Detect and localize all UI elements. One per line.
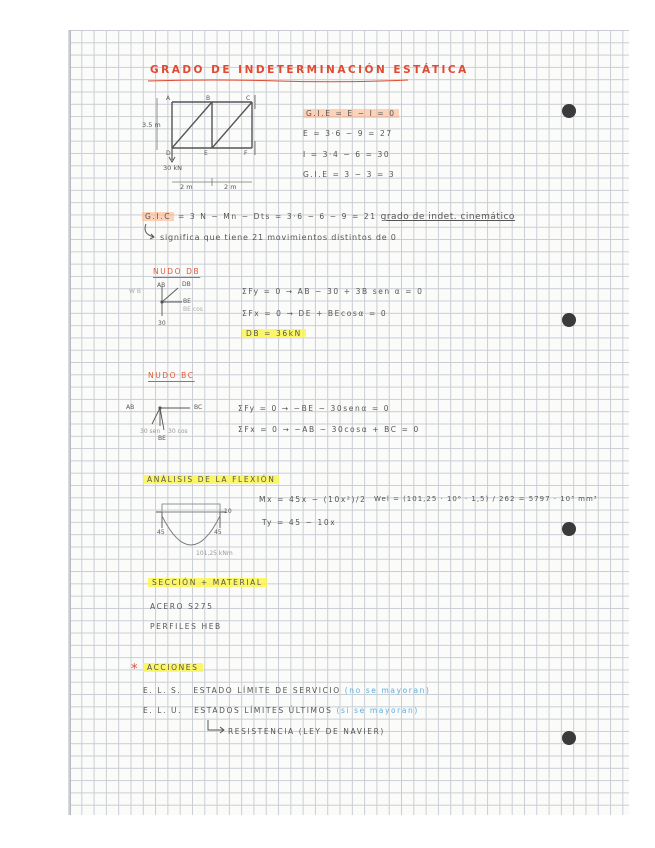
shear-equation: Ty = 45 − 10x xyxy=(262,518,337,527)
sketch-label: AB xyxy=(126,404,135,411)
heading-acciones: ACCIONES xyxy=(143,663,203,672)
seccion-item: ACERO S275 xyxy=(150,602,214,611)
truss-node-label: E xyxy=(204,150,208,157)
page-title: GRADO DE INDETERMINACIÓN ESTÁTICA xyxy=(150,64,469,76)
gie-equation: E = 3·6 − 9 = 27 xyxy=(303,129,393,138)
sketch-label: 30 xyxy=(158,320,166,327)
sketch-label: 30 sen xyxy=(140,428,161,435)
nudo-db-equation: ΣFy = 0 → AB − 30 + 3B sen α = 0 xyxy=(242,287,424,296)
heading-flexion: ANÁLISIS DE LA FLEXIÓN xyxy=(143,475,279,484)
truss-node-label: A xyxy=(166,95,171,102)
gic-equation: = 3 N − Mn − Dts = 3·6 − 6 − 9 = 21 xyxy=(178,212,377,221)
nudo-db-result: DB = 36kN xyxy=(242,329,306,338)
truss-diagram xyxy=(140,90,270,200)
truss-load-label: 30 kN xyxy=(163,164,182,172)
sketch-label: AB xyxy=(157,282,166,289)
arrow-icon xyxy=(140,222,160,242)
sub-arrow-icon xyxy=(206,720,230,736)
sketch-label: BC xyxy=(194,404,203,411)
sketch-label: 45 xyxy=(214,529,222,536)
gic-note: significa que tiene 21 movimientos distintos de 0 xyxy=(160,233,397,242)
punch-hole xyxy=(562,522,576,536)
star-mark: * xyxy=(131,662,140,677)
truss-node-label: B xyxy=(206,95,211,102)
sketch-label: BE xyxy=(158,435,166,442)
nudo-bc-equation: ΣFx = 0 → −AB − 30cosα + BC = 0 xyxy=(238,425,420,434)
accion-item: E. L. U. ESTADOS LÍMITES ÚLTIMOS (si se mayoran) xyxy=(143,706,419,715)
sketch-label: 45 xyxy=(157,529,165,536)
punch-hole xyxy=(562,731,576,745)
punch-hole xyxy=(562,313,576,327)
wel-equation: Wel = (101,25 · 10⁶ · 1,5) / 262 = 5797 · 10³ mm³ xyxy=(374,495,598,503)
nudo-bc-equation: ΣFy = 0 → −BE − 30senα = 0 xyxy=(238,404,391,413)
seccion-item: PERFILES HEB xyxy=(150,622,222,631)
truss-height-label: 3.5 m xyxy=(142,121,161,129)
sketch-label: BE xyxy=(183,298,191,305)
title-underline xyxy=(148,79,408,83)
gie-equation: I = 3·4 − 6 = 30 xyxy=(303,150,391,159)
truss-span-label: 2 m xyxy=(224,183,237,191)
margin-line xyxy=(70,30,71,815)
nudo-db-equation: ΣFx = 0 → DE + BEcosα = 0 xyxy=(242,309,388,318)
gie-equation: G.I.E = 3 − 3 = 3 xyxy=(303,170,396,179)
sketch-label: 10 xyxy=(224,508,232,515)
accion-sub-item: RESISTENCIA (LEY DE NAVIER) xyxy=(228,727,385,736)
sketch-label: DB xyxy=(182,281,191,288)
gic-label: G.I.C xyxy=(142,212,174,221)
truss-node-label: F xyxy=(244,150,248,157)
heading-nudo-db: NUDO DB xyxy=(153,267,201,276)
punch-hole xyxy=(562,104,576,118)
heading-seccion: SECCIÓN + MATERIAL xyxy=(148,578,267,587)
gie-equation: G.I.E = E − I = 0 xyxy=(303,109,399,118)
truss-node-label: C xyxy=(246,95,251,102)
sketch-label: 101,25 kNm xyxy=(196,550,233,557)
heading-nudo-bc: NUDO BC xyxy=(148,371,195,380)
truss-node-label: D xyxy=(166,150,171,157)
sketch-label: BE cos xyxy=(183,306,203,313)
sketch-label: W B xyxy=(129,288,141,295)
truss-span-label: 2 m xyxy=(180,183,193,191)
gic-suffix: grado de indet. cinemático xyxy=(380,212,515,222)
accion-item: E. L. S. ESTADO LÍMITE DE SERVICIO (no se mayoran) xyxy=(143,686,431,695)
sketch-label: 30 cos xyxy=(168,428,188,435)
gic-line xyxy=(142,212,515,222)
moment-equation: Mx = 45x − (10x²)/2 xyxy=(259,495,367,504)
